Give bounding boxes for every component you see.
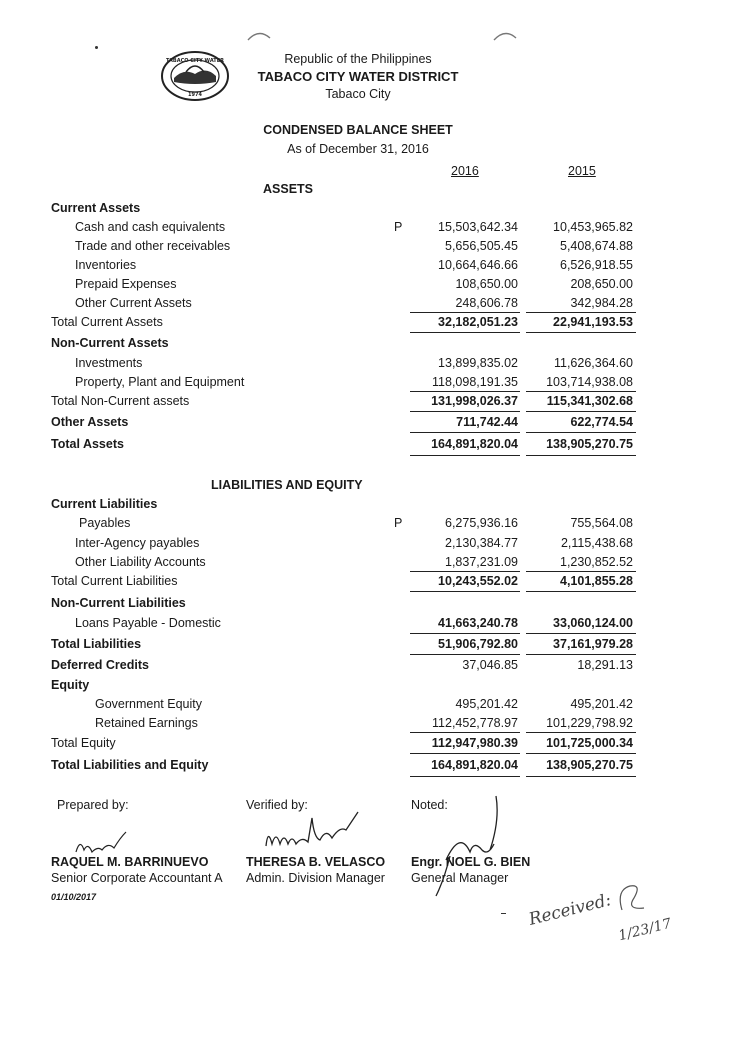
total-rule: [410, 591, 520, 592]
total-rule: [526, 633, 636, 634]
value-2016: 5,656,505.45: [445, 239, 518, 253]
equity-heading: Equity: [51, 678, 90, 692]
loans-payable-2016: 41,663,240.78: [438, 616, 518, 630]
punch-hole-mark-right: [492, 28, 518, 42]
total-liabilities-equity-2015: 138,905,270.75: [546, 758, 633, 772]
total-equity-2016: 112,947,980.39: [431, 736, 518, 750]
subtotal-rule: [410, 571, 520, 572]
peso-sign: P: [394, 516, 403, 530]
total-rule: [410, 432, 520, 433]
row-label: Cash and cash equivalents: [75, 220, 226, 234]
total-noncurrent-assets-label: Total Non-Current assets: [51, 394, 190, 408]
document-title: CONDENSED BALANCE SHEET: [263, 123, 453, 137]
total-liabilities-equity-2016: 164,891,820.04: [431, 758, 518, 772]
deferred-credits-2015: 18,291.13: [577, 658, 633, 672]
total-current-assets-2015: 22,941,193.53: [553, 315, 633, 329]
value-2015: 10,453,965.82: [553, 220, 633, 234]
total-current-assets-label: Total Current Assets: [51, 315, 163, 329]
verified-by-position: Admin. Division Manager: [246, 871, 385, 885]
value-2015: 342,984.28: [570, 296, 633, 310]
value-2015: 1,230,852.52: [560, 555, 633, 569]
row-label: Retained Earnings: [95, 716, 198, 730]
total-current-liabilities-2016: 10,243,552.02: [438, 574, 518, 588]
header-country: Republic of the Philippines: [284, 52, 432, 66]
column-header-2015: 2015: [568, 164, 596, 178]
value-2016: 6,275,936.16: [445, 516, 518, 530]
loans-payable-label: Loans Payable - Domestic: [75, 616, 221, 630]
total-assets-2015: 138,905,270.75: [546, 437, 633, 451]
double-rule: [526, 776, 636, 777]
value-2015: 11,626,364.60: [553, 356, 633, 370]
row-label: Inventories: [75, 258, 137, 272]
value-2016: 118,098,191.35: [432, 375, 518, 389]
verified-by-name: THERESA B. VELASCO: [246, 855, 386, 869]
total-liabilities-2015: 37,161,979.28: [553, 637, 633, 651]
value-2016: 15,503,642.34: [438, 220, 518, 234]
punch-hole-mark-left: [246, 28, 272, 42]
total-current-liabilities-label: Total Current Liabilities: [51, 574, 178, 588]
double-rule: [410, 776, 520, 777]
noted-caption: Noted:: [411, 798, 448, 812]
row-label: Inter-Agency payables: [75, 536, 200, 550]
total-current-liabilities-2015: 4,101,855.28: [560, 574, 633, 588]
deferred-credits-2016: 37,046.85: [462, 658, 518, 672]
value-2016: 248,606.78: [455, 296, 518, 310]
total-liabilities-equity-label: Total Liabilities and Equity: [51, 758, 209, 772]
noncurrent-liabilities-heading: Non-Current Liabilities: [51, 596, 186, 610]
value-2016: 10,664,646.66: [438, 258, 518, 272]
noncurrent-assets-heading: Non-Current Assets: [51, 336, 169, 350]
double-rule: [410, 455, 520, 456]
peso-sign: P: [394, 220, 403, 234]
total-noncurrent-assets-2016: 131,998,026.37: [431, 394, 518, 408]
total-rule: [526, 591, 636, 592]
value-2015: 495,201.42: [570, 697, 633, 711]
dash-mark: [501, 913, 506, 914]
deferred-credits-label: Deferred Credits: [51, 658, 149, 672]
total-rule: [526, 332, 636, 333]
current-assets-heading: Current Assets: [51, 201, 141, 215]
total-rule: [526, 432, 636, 433]
total-assets-2016: 164,891,820.04: [431, 437, 518, 451]
prepared-date: 01/10/2017: [51, 892, 97, 902]
value-2016: 2,130,384.77: [445, 536, 518, 550]
value-2015: 5,408,674.88: [560, 239, 633, 253]
total-rule: [410, 332, 520, 333]
total-liabilities-2016: 51,906,792.80: [438, 637, 518, 651]
prepared-by-name: RAQUEL M. BARRINUEVO: [51, 855, 209, 869]
row-label: Other Current Assets: [75, 296, 192, 310]
prepared-by-position: Senior Corporate Accountant A: [51, 871, 223, 885]
value-2016: 112,452,778.97: [432, 716, 518, 730]
subtotal-rule: [410, 391, 520, 392]
subtotal-rule: [526, 571, 636, 572]
liabilities-heading: LIABILITIES AND EQUITY: [211, 478, 363, 492]
total-equity-2015: 101,725,000.34: [546, 736, 633, 750]
other-assets-2015: 622,774.54: [570, 415, 633, 429]
subtotal-rule: [526, 391, 636, 392]
value-2015: 208,650.00: [570, 277, 633, 291]
document-date: As of December 31, 2016: [287, 142, 429, 156]
value-2016: 108,650.00: [455, 277, 518, 291]
total-rule: [526, 753, 636, 754]
value-2016: 1,837,231.09: [445, 555, 518, 569]
speck: [95, 46, 98, 49]
row-label: Other Liability Accounts: [75, 555, 206, 569]
prepared-by-caption: Prepared by:: [57, 798, 129, 812]
total-noncurrent-assets-2015: 115,341,302.68: [546, 394, 633, 408]
row-label: Property, Plant and Equipment: [75, 375, 245, 389]
subtotal-rule: [410, 732, 520, 733]
value-2015: 101,229,798.92: [546, 716, 633, 730]
total-rule: [410, 633, 520, 634]
header-agency: TABACO CITY WATER DISTRICT: [257, 69, 459, 84]
row-label: Prepaid Expenses: [75, 277, 177, 291]
subtotal-rule: [526, 312, 636, 313]
row-label: Payables: [79, 516, 131, 530]
subtotal-rule: [410, 312, 520, 313]
noted-by-position: General Manager: [411, 871, 509, 885]
loans-payable-2015: 33,060,124.00: [553, 616, 633, 630]
column-header-2016: 2016: [451, 164, 479, 178]
signature-velasco: [262, 808, 362, 858]
other-assets-label: Other Assets: [51, 415, 129, 429]
other-assets-2016: 711,742.44: [456, 415, 518, 429]
received-date: 1/23/17: [616, 915, 674, 945]
subtotal-rule: [526, 732, 636, 733]
value-2016: 495,201.42: [455, 697, 518, 711]
total-rule: [526, 654, 636, 655]
value-2015: 2,115,438.68: [560, 536, 633, 550]
current-liabilities-heading: Current Liabilities: [51, 497, 158, 511]
value-2016: 13,899,835.02: [438, 356, 518, 370]
svg-text:TABACO CITY WATER: TABACO CITY WATER: [166, 58, 224, 64]
row-label: Investments: [75, 356, 143, 370]
value-2015: 6,526,918.55: [560, 258, 633, 272]
total-rule: [526, 411, 636, 412]
total-rule: [410, 411, 520, 412]
total-rule: [410, 753, 520, 754]
received-initial: [612, 880, 652, 920]
total-liabilities-label: Total Liabilities: [51, 637, 142, 651]
total-equity-label: Total Equity: [51, 736, 116, 750]
noted-by-name: Engr. NOEL G. BIEN: [411, 855, 531, 869]
double-rule: [526, 455, 636, 456]
svg-text:1974: 1974: [188, 92, 202, 98]
row-label: Government Equity: [95, 697, 202, 711]
total-rule: [410, 654, 520, 655]
value-2015: 103,714,938.08: [546, 375, 633, 389]
total-current-assets-2016: 32,182,051.23: [438, 315, 518, 329]
received-note: Received:: [526, 890, 614, 930]
value-2015: 755,564.08: [570, 516, 633, 530]
total-assets-label: Total Assets: [51, 437, 124, 451]
row-label: Trade and other receivables: [75, 239, 231, 253]
header-city: Tabaco City: [325, 87, 391, 101]
verified-by-caption: Verified by:: [246, 798, 308, 812]
assets-heading: ASSETS: [263, 182, 314, 196]
